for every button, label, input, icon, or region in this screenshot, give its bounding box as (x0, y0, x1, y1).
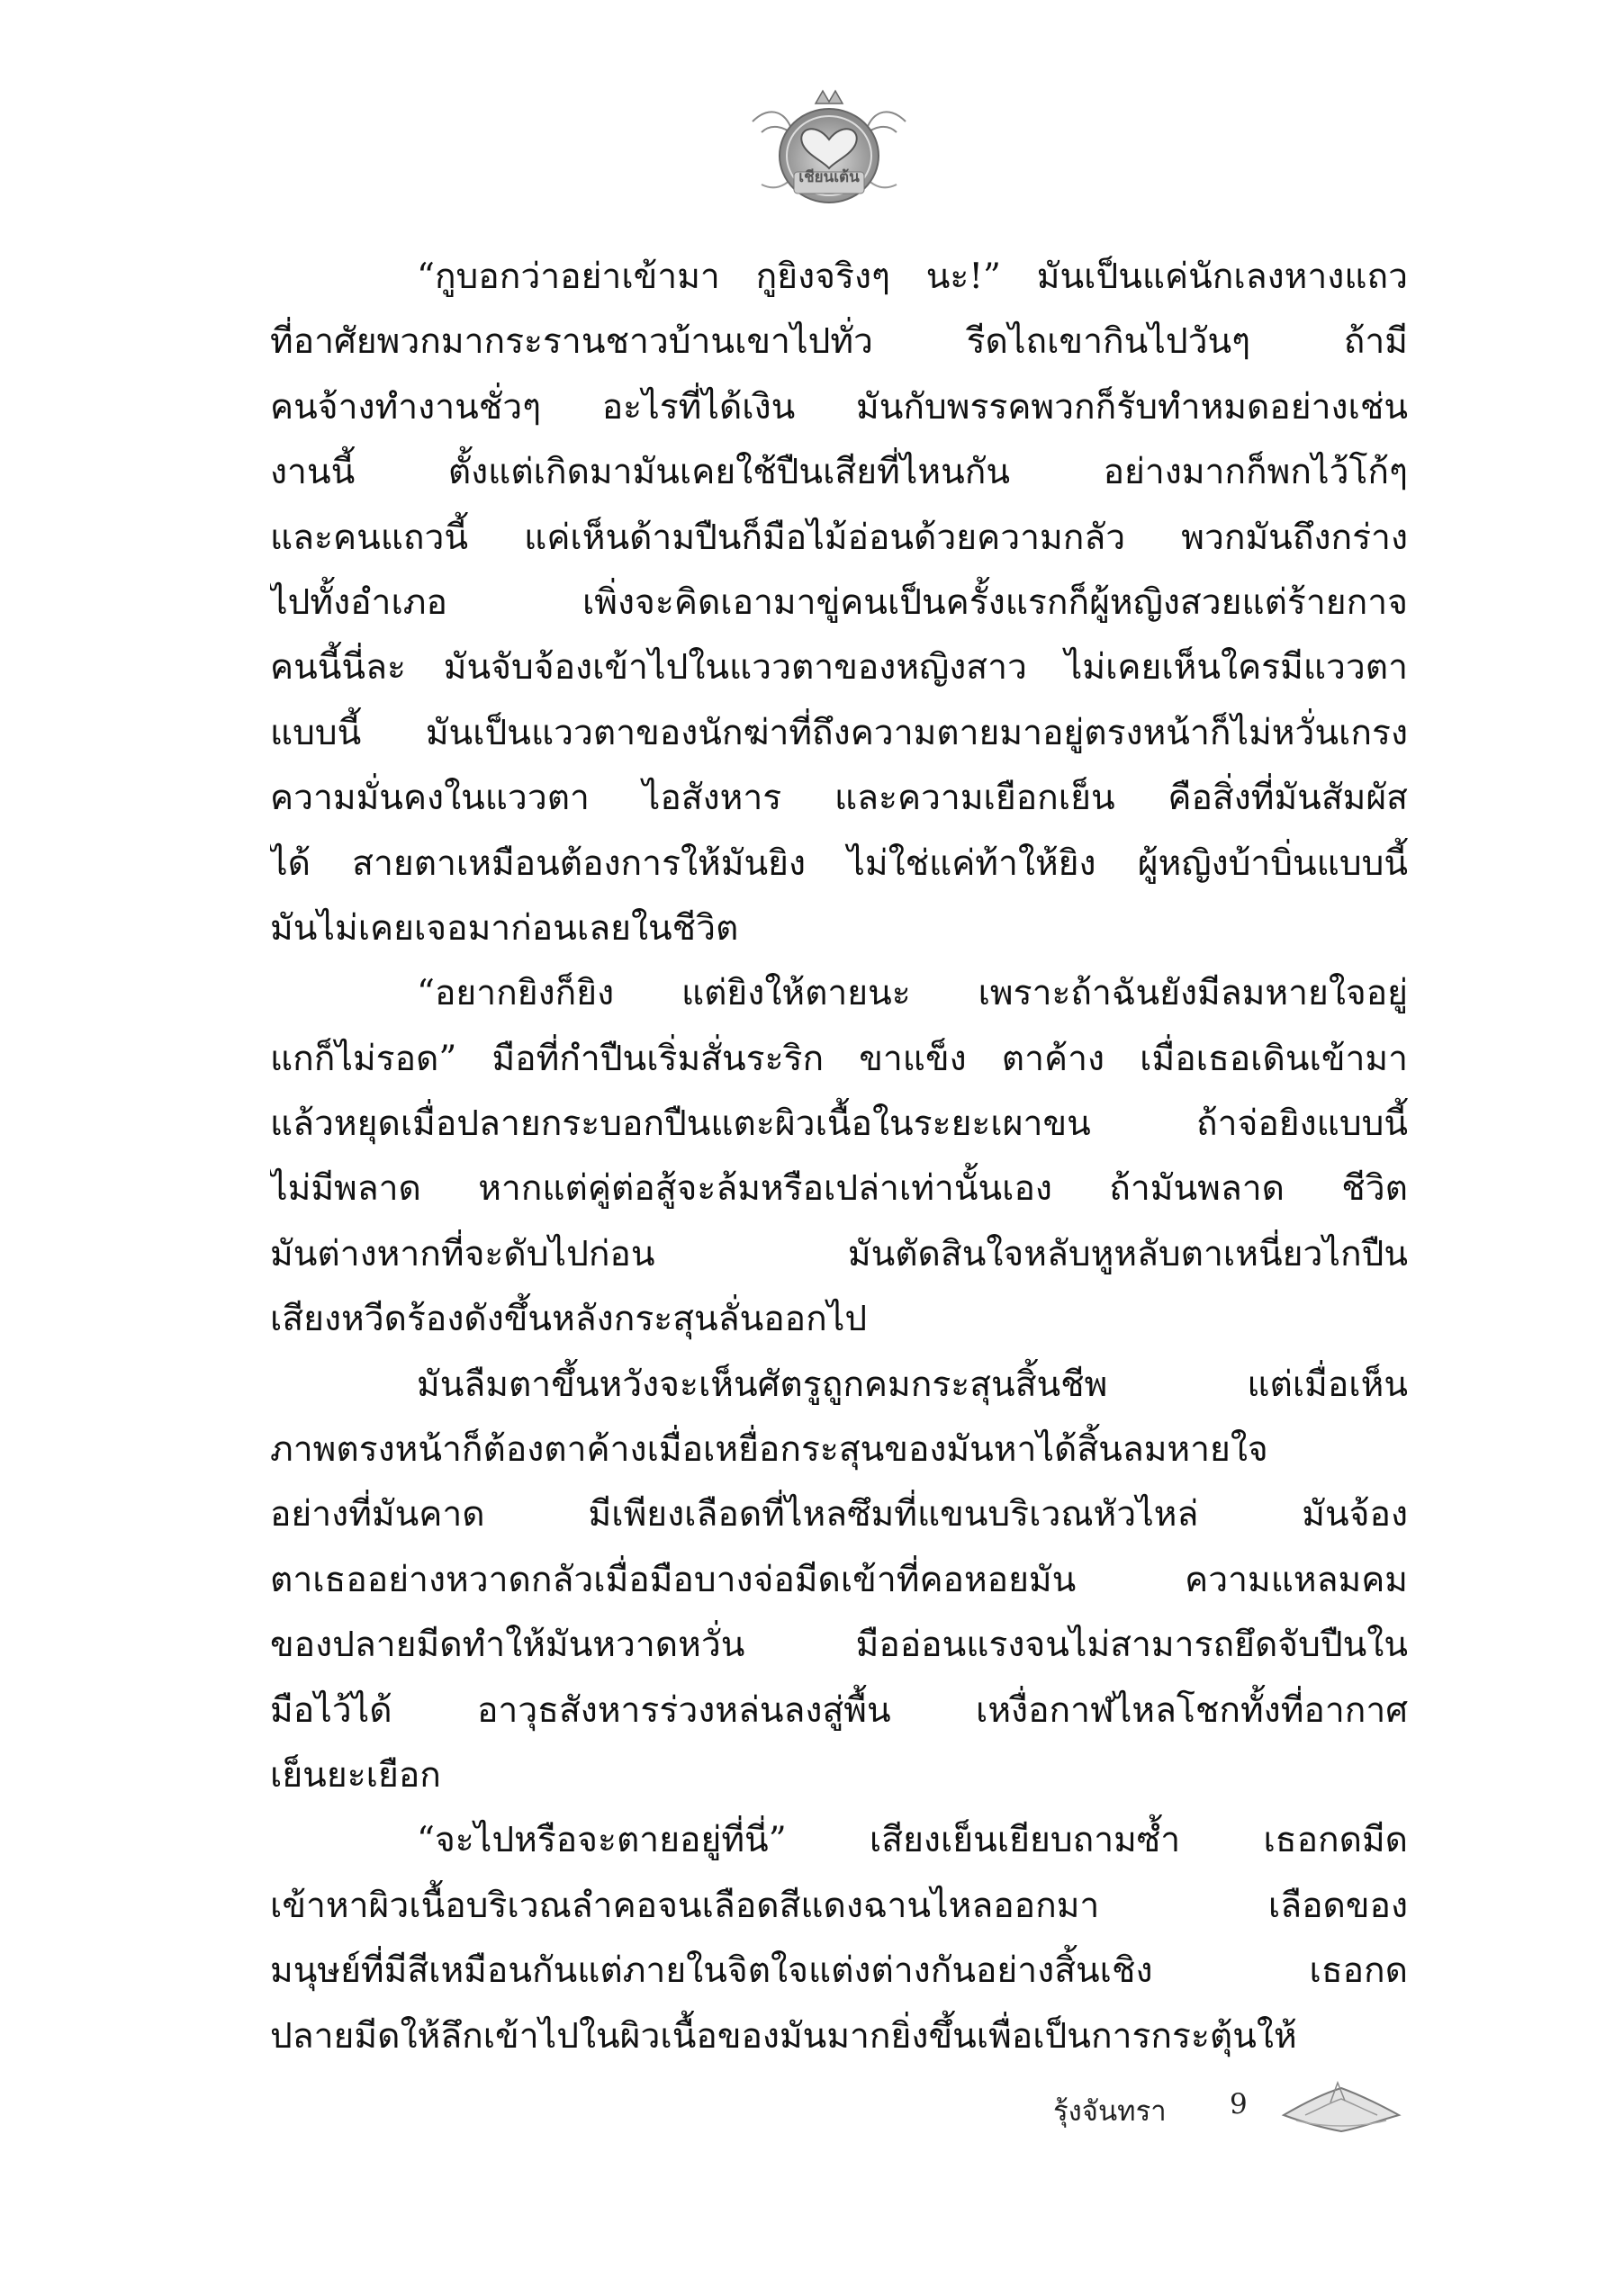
ornament-icon (744, 86, 915, 212)
text-line: มันลืมตาขึ้นหวังจะเห็นศัตรูถูกคมกระสุนสิ้นชีพ แต่เมื่อเห็น (417, 1364, 1408, 1405)
text-line: เข้าหาผิวเนื้อบริเวณลำคอจนเลือดสีแดงฉานไหลออกมา เลือดของ (270, 1885, 1408, 1926)
text-line: ไม่มีพลาด หากแต่คู่ต่อสู้จะล้มหรือเปล่าเท่านั้นเอง ถ้ามันพลาด ชีวิต (270, 1168, 1408, 1210)
text-line: แบบนี้ มันเป็นแววตาของนักฆ่าที่ถึงความตายมาอยู่ตรงหน้าก็ไม่หวั่นเกรง (270, 712, 1408, 753)
text-line: ที่อาศัยพวกมากระรานชาวบ้านเขาไปทั่ว รีดไถเขากินไปวันๆ ถ้ามี (270, 321, 1408, 363)
text-line: และคนแถวนี้ แค่เห็นด้ามปืนก็มือไม้อ่อนด้วยความกลัว พวกมันถึงกร่าง (270, 517, 1408, 558)
emblem-label: เชียนเต้น (798, 168, 860, 186)
text-line: ของปลายมีดทำให้มันหวาดหวั่น มืออ่อนแรงจนไม่สามารถยึดจับปืนใน (270, 1625, 1408, 1666)
text-line: มันไม่เคยเจอมาก่อนเลยในชีวิต (270, 907, 739, 949)
text-line: งานนี้ ตั้งแต่เกิดมามันเคยใช้ปืนเสียที่ไหนกัน อย่างมากก็พกไว้โก้ๆ (270, 452, 1408, 493)
text-line: คนจ้างทำงานชั่วๆ อะไรที่ได้เงิน มันกับพรรคพวกก็รับทำหมดอย่างเช่น (270, 386, 1408, 428)
text-line: ตาเธออย่างหวาดกลัวเมื่อมือบางจ่อมีดเข้าที่คอหอยมัน ความแหลมคม (270, 1559, 1408, 1600)
footer-ornament-icon (1278, 2075, 1404, 2140)
text-line: แกก็ไม่รอด” มือที่กำปืนเริ่มสั่นระริก ขาแข็ง ตาค้าง เมื่อเธอเดินเข้ามา (270, 1038, 1408, 1079)
book-title: รุ้งจันทรา (1053, 2095, 1167, 2128)
text-line: มันต่างหากที่จะดับไปก่อน มันตัดสินใจหลับหูหลับตาเหนี่ยวไกปืน (270, 1233, 1408, 1274)
text-line: ไปทั้งอำเภอ เพิ่งจะคิดเอามาขู่คนเป็นครั้งแรกก็ผู้หญิงสวยแต่ร้ายกาจ (270, 581, 1408, 623)
text-line: “จะไปหรือจะตายอยู่ที่นี่” เสียงเย็นเยียบถามซ้ำ เธอกดมีด (417, 1820, 1408, 1861)
text-line: มือไว้ได้ อาวุธสังหารร่วงหล่นลงสู่พื้น เหงื่อกาฬไหลโชกทั้งที่อากาศ (270, 1689, 1408, 1731)
text-line: ได้ สายตาเหมือนต้องการให้มันยิง ไม่ใช่แค่ท้าให้ยิง ผู้หญิงบ้าบิ่นแบบนี้ (270, 842, 1408, 884)
page-footer (1053, 2075, 1413, 2147)
page-number: 9 (1230, 2088, 1248, 2120)
text-line: เย็นยะเยือก (270, 1754, 441, 1796)
text-line: ปลายมีดให้ลึกเข้าไปในผิวเนื้อของมันมากยิ่งขึ้นเพื่อเป็นการกระตุ้นให้ (270, 2015, 1297, 2057)
text-line: ความมั่นคงในแววตา ไอสังหาร และความเยือกเย็น คือสิ่งที่มันสัมผัส (270, 778, 1408, 819)
header-emblem (744, 86, 915, 212)
text-line: คนนี้นี่ละ มันจับจ้องเข้าไปในแววตาของหญิงสาว ไม่เคยเห็นใครมีแววตา (270, 647, 1408, 689)
body-text (270, 245, 1408, 2069)
text-line: อย่างที่มันคาด มีเพียงเลือดที่ไหลซึมที่แขนบริเวณหัวไหล่ มันจ้อง (270, 1494, 1408, 1535)
text-line: เสียงหวีดร้องดังขึ้นหลังกระสุนลั่นออกไป (270, 1299, 868, 1340)
text-line: “อยากยิงก็ยิง แต่ยิงให้ตายนะ เพราะถ้าฉันยังมีลมหายใจอยู่ (417, 973, 1408, 1014)
text-line: ภาพตรงหน้าก็ต้องตาค้างเมื่อเหยื่อกระสุนของมันหาได้สิ้นลมหายใจ (270, 1429, 1268, 1471)
text-line: มนุษย์ที่มีสีเหมือนกันแต่ภายในจิตใจแต่งต่างกันอย่างสิ้นเชิง เธอกด (270, 1950, 1408, 1992)
text-line: “กูบอกว่าอย่าเข้ามา กูยิงจริงๆ นะ!” มันเป็นแค่นักเลงหางแถว (417, 257, 1408, 297)
text-line: แล้วหยุดเมื่อปลายกระบอกปืนแตะผิวเนื้อในระยะเผาขน ถ้าจ่อยิงแบบนี้ (270, 1103, 1408, 1145)
